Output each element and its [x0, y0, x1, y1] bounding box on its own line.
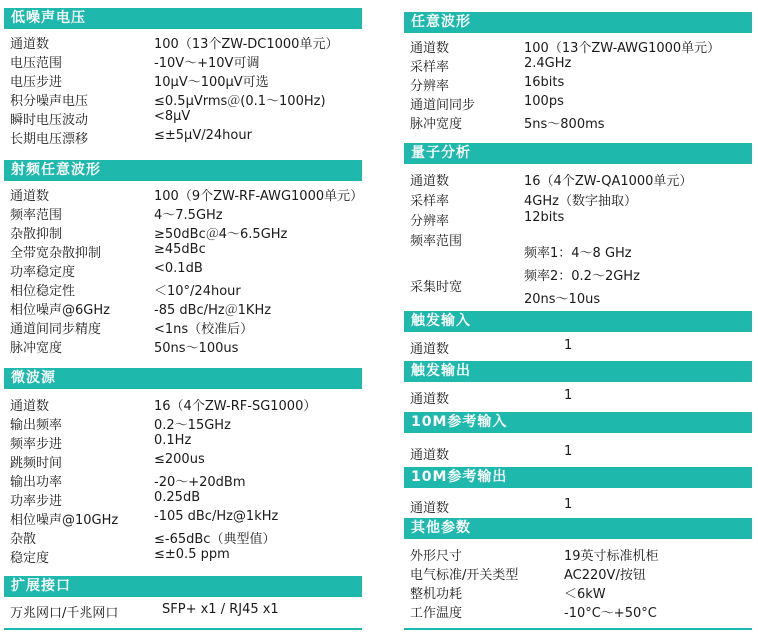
- spec-value: <1ns（校准后）: [154, 322, 254, 337]
- section-header: 量子分析: [404, 143, 752, 164]
- spec-value: -105 dBc/Hz@1kHz: [154, 509, 279, 524]
- section-rf-awg: [4, 160, 364, 356]
- spec-value: 0.1Hz: [154, 433, 192, 448]
- spec-label: 脉冲宽度: [410, 117, 463, 132]
- spec-value: ≥50dBc＠4～6.5GHz: [154, 227, 288, 242]
- spec-value: ＜10°/24hour: [154, 284, 241, 299]
- spec-value: AC220V/按钮: [564, 568, 646, 583]
- section-quantum-analysis: [404, 143, 752, 307]
- spec-value: ≤±0.5 ppm: [154, 547, 230, 562]
- spec-label: 脉冲宽度: [10, 341, 63, 356]
- spec-label: 采集时宽: [410, 280, 463, 295]
- spec-value: ≤200us: [154, 452, 205, 467]
- spec-label: 通道数: [410, 392, 450, 407]
- section-awg: [404, 12, 752, 132]
- spec-value: 0.25dB: [154, 490, 201, 505]
- section-trigger-output: [404, 361, 752, 407]
- section-low-noise-voltage: [4, 8, 362, 147]
- spec-label: 采样率: [410, 194, 450, 209]
- spec-label: 功率步进: [10, 494, 63, 509]
- spec-value: 16（4个ZW-RF-SG1000）: [154, 399, 317, 414]
- bottom-rule: [404, 628, 752, 630]
- spec-label: 通道数: [410, 448, 450, 463]
- spec-value: 19英寸标准机柜: [564, 549, 659, 564]
- spec-value: 2.4GHz: [524, 56, 572, 71]
- spec-value: 1: [564, 338, 573, 353]
- section-trigger-input: [404, 311, 752, 357]
- spec-value: ≤0.5μVrms＠(0.1～100Hz): [154, 94, 326, 109]
- section-header: 10M参考输入: [404, 412, 752, 433]
- spec-label: 通道数: [410, 501, 450, 516]
- spec-value: ≤-65dBc（典型值）: [154, 532, 276, 547]
- spec-label: 分辨率: [410, 79, 450, 94]
- spec-value: <8μV: [154, 109, 191, 124]
- spec-label: 分辨率: [410, 214, 450, 229]
- spec-label: 功率稳定度: [10, 265, 76, 280]
- spec-value: 16（4个ZW-QA1000单元）: [524, 174, 693, 189]
- spec-value: 频率1：4～8 GHz: [524, 246, 632, 261]
- spec-value: SFP+ x1 / RJ45 x1: [162, 602, 279, 617]
- section-microwave-source: [4, 368, 362, 566]
- spec-label: 长期电压漂移: [10, 132, 89, 147]
- spec-value: <0.1dB: [154, 261, 203, 276]
- spec-value: ≥45dBc: [154, 242, 206, 257]
- spec-label: 频率范围: [10, 208, 63, 223]
- section-expansion-ports: [4, 576, 362, 621]
- spec-label: 稳定度: [10, 551, 50, 566]
- spec-label: 频率范围: [410, 234, 463, 249]
- section-header: 微波源: [4, 368, 362, 389]
- spec-value: 5ns～800ms: [524, 117, 605, 132]
- spec-label: 杂散抑制: [10, 227, 63, 242]
- spec-value: -10V～+10V可调: [154, 56, 260, 71]
- spec-label: 通道数: [10, 37, 50, 52]
- spec-value: 50ns～100us: [154, 341, 239, 356]
- spec-label: 通道间同步精度: [10, 322, 102, 337]
- section-other-parameters: [404, 518, 752, 621]
- spec-value: -85 dBc/Hz＠1KHz: [154, 303, 272, 318]
- spec-label: 相位稳定性: [10, 284, 76, 299]
- spec-label: 相位噪声@10GHz: [10, 513, 119, 528]
- spec-label: 输出频率: [10, 418, 63, 433]
- spec-label: 通道数: [10, 399, 50, 414]
- section-header: 任意波形: [404, 12, 752, 33]
- spec-value: 100ps: [524, 94, 564, 109]
- section-header: 射频任意波形: [4, 160, 362, 181]
- section-10m-ref-output: [404, 467, 752, 516]
- section-header: 10M参考输出: [404, 467, 752, 488]
- spec-label: 外形尺寸: [410, 549, 463, 564]
- spec-value: 20ns～10us: [524, 292, 601, 307]
- spec-label: 电压步进: [10, 75, 63, 90]
- spec-value: 0.2～15GHz: [154, 418, 231, 433]
- spec-label: 跳频时间: [10, 456, 63, 471]
- spec-value: -10°C～+50°C: [564, 606, 657, 621]
- section-header: 低噪声电压: [4, 8, 362, 29]
- spec-value: ＜6kW: [564, 587, 606, 602]
- spec-value: 4～7.5GHz: [154, 208, 223, 223]
- spec-label: 杂散: [10, 532, 37, 547]
- spec-label: 整机功耗: [410, 587, 463, 602]
- spec-label: 通道数: [410, 41, 450, 56]
- section-header: 触发输出: [404, 361, 752, 382]
- spec-value: 1: [564, 388, 573, 403]
- spec-value: 100（9个ZW-RF-AWG1000单元）: [154, 189, 364, 204]
- section-header: 其他参数: [404, 518, 752, 539]
- spec-value: 16bits: [524, 75, 565, 90]
- spec-value: 频率2：0.2～2GHz: [524, 269, 640, 284]
- section-header: 扩展接口: [4, 576, 362, 597]
- spec-label: 频率步进: [10, 437, 63, 452]
- spec-label: 采样率: [410, 60, 450, 75]
- spec-value: 100（13个ZW-DC1000单元）: [154, 37, 339, 52]
- spec-label: 通道间同步: [410, 98, 476, 113]
- section-header: 触发输入: [404, 311, 752, 332]
- section-10m-ref-input: [404, 412, 752, 463]
- spec-label: 电压范围: [10, 56, 63, 71]
- spec-label: 全带宽杂散抑制: [10, 246, 102, 261]
- spec-value: 1: [564, 497, 573, 512]
- spec-label: 通道数: [10, 189, 50, 204]
- spec-value: 4GHz（数字抽取）: [524, 194, 637, 209]
- spec-label: 积分噪声电压: [10, 94, 89, 109]
- spec-value: -20～+20dBm: [154, 475, 246, 490]
- spec-label: 万兆网口/千兆网口: [10, 606, 119, 621]
- bottom-rule: [4, 628, 362, 630]
- spec-value: 12bits: [524, 210, 565, 225]
- spec-value: 100（13个ZW-AWG1000单元）: [524, 41, 721, 56]
- spec-label: 电气标准/开关类型: [410, 568, 519, 583]
- spec-label: 通道数: [410, 174, 450, 189]
- spec-label: 瞬时电压波动: [10, 113, 89, 128]
- spec-value: 10μV～100μV可选: [154, 75, 269, 90]
- spec-value: ≤±5μV/24hour: [154, 128, 252, 143]
- spec-label: 工作温度: [410, 606, 463, 621]
- spec-label: 输出功率: [10, 475, 63, 490]
- spec-value: 1: [564, 444, 573, 459]
- spec-label: 通道数: [410, 342, 450, 357]
- spec-label: 相位噪声@6GHz: [10, 303, 110, 318]
